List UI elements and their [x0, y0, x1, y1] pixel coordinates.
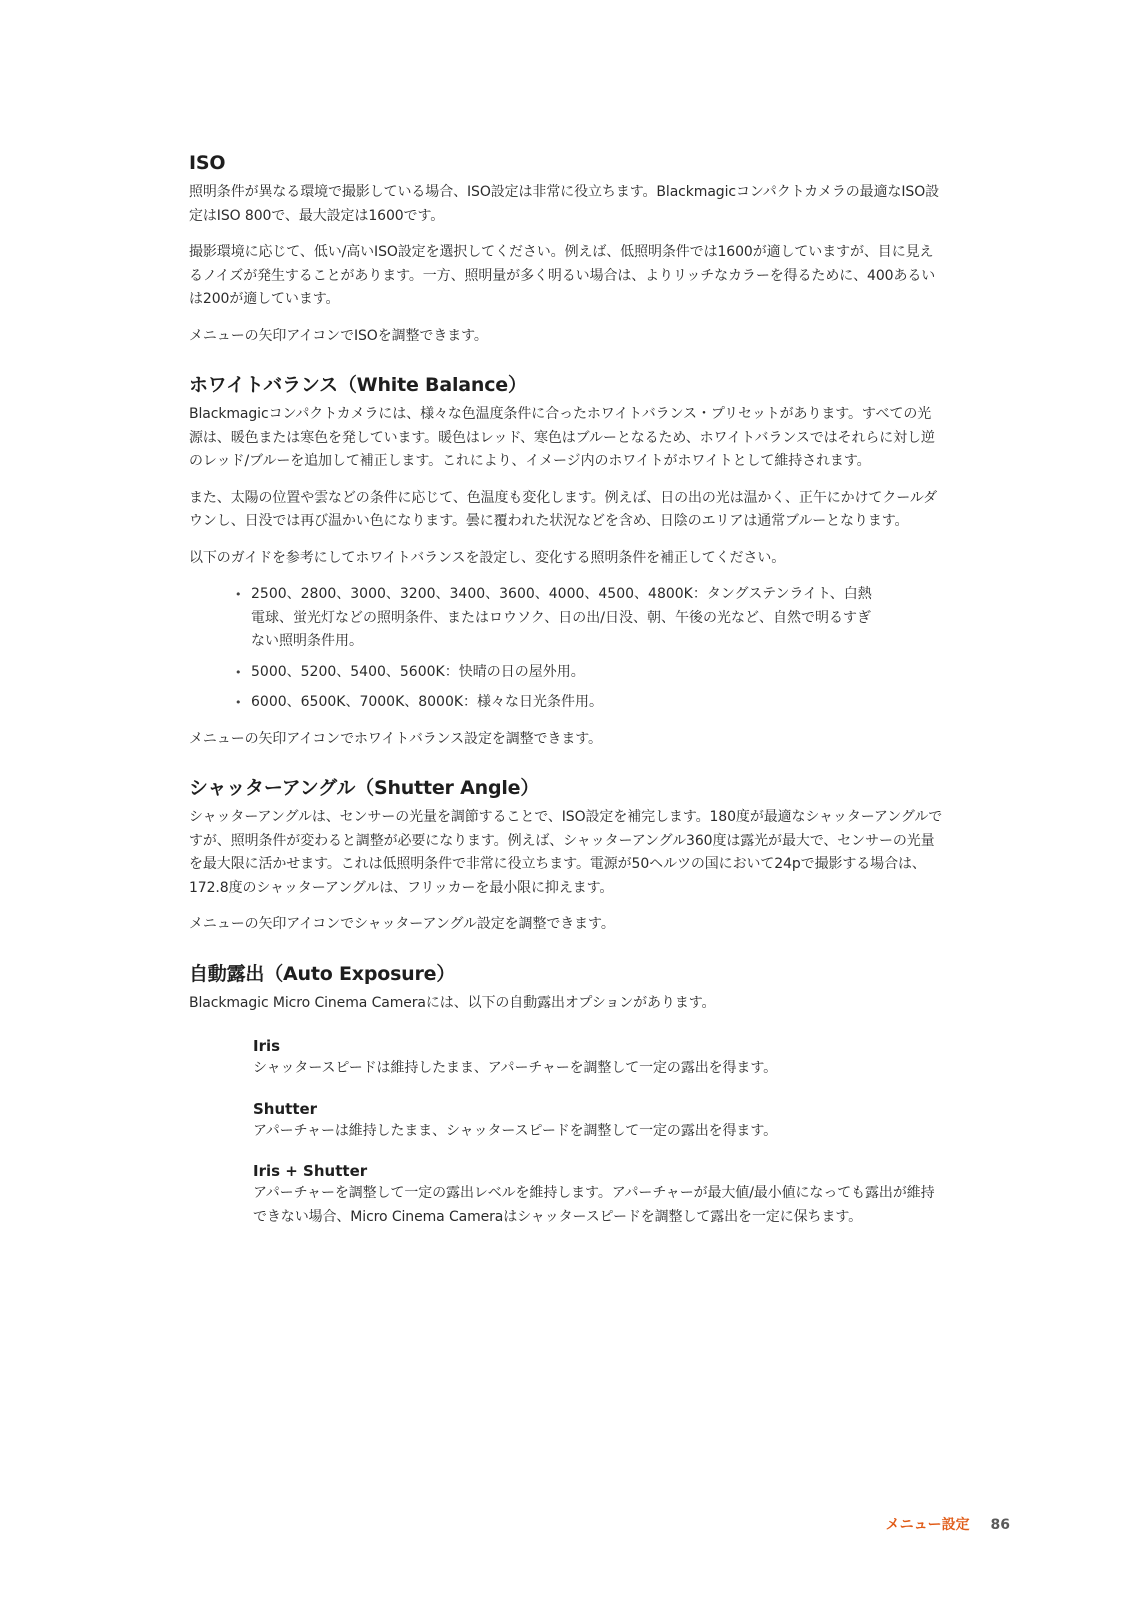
auto-exposure-option-shutter	[189, 1098, 944, 1144]
white-balance-preset-list	[189, 583, 944, 715]
iso-paragraph-3: メニューの矢印アイコンでISOを調整できます。	[189, 327, 488, 344]
white-balance-paragraph-2: また、太陽の位置や雲などの条件に応じて、色温度も変化します。例えば、日の出の光は温かく、正午にかけてクールダウンし、日没では再び温かい色になります。曇に覆われた状況などを含め、日陰のエリアは通常ブルーとなります。	[189, 489, 938, 529]
auto-exposure-option-iris	[189, 1035, 944, 1081]
iso-paragraph-2: 撮影環境に応じて、低い/高いISO設定を選択してください。例えば、低照明条件では1600が適していますが、目に見えるノイズが発生することがあります。一方、照明量が多く明るい場合は、よりリッチなカラーを得るために、400あるいは200が適しています。	[189, 244, 936, 307]
option-title: Shutter	[253, 1099, 318, 1118]
page-number: 86	[990, 1517, 1010, 1533]
white-balance-section	[189, 372, 944, 751]
option-description: シャッタースピードは維持したまま、アパーチャーを調整して一定の露出を得ます。	[253, 1060, 777, 1076]
footer-section-name: メニュー設定	[885, 1517, 970, 1533]
auto-exposure-heading: 自動露出（Auto Exposure）	[189, 962, 456, 985]
white-balance-paragraph-1: Blackmagicコンパクトカメラには、様々な色温度条件に合ったホワイトバランス・プリセットがあります。すべての光源は、暖色または寒色を発しています。暖色はレッド、寒色はブルーとなるため、ホワイトバランスではそれらに対し逆のレッド/ブルーを追加して補正します。これにより、イメージ内のホワイトがホワイトとして維持されます。	[189, 406, 935, 469]
shutter-angle-paragraph-2: メニューの矢印アイコンでシャッターアングル設定を調整できます。	[189, 916, 615, 932]
auto-exposure-option-iris-shutter	[189, 1160, 944, 1229]
iso-heading: ISO	[189, 152, 226, 174]
shutter-angle-heading: シャッターアングル（Shutter Angle）	[189, 777, 540, 799]
manual-page-content	[189, 150, 944, 1253]
option-title: Iris	[253, 1037, 281, 1055]
white-balance-paragraph-4: メニューの矢印アイコンでホワイトバランス設定を調整できます。	[189, 730, 602, 747]
auto-exposure-section	[189, 961, 944, 1230]
auto-exposure-intro: Blackmagic Micro Cinema Cameraには、以下の自動露出オプションがあります。	[189, 994, 716, 1011]
option-description: アパーチャーを調整して一定の露出レベルを維持します。アパーチャーが最大値/最小値になっても露出が維持できない場合、Micro Cinema Cameraはシャッタースピードを調整して露出を一定に保ちます。	[253, 1185, 935, 1225]
white-balance-heading: ホワイトバランス（White Balance）	[189, 374, 527, 396]
iso-paragraph-1: 照明条件が異なる環境で撮影している場合、ISO設定は非常に役立ちます。Blackmagicコンパクトカメラの最適なISO設定はISO 800で、最大設定は1600です。	[189, 184, 940, 224]
option-title: Iris + Shutter	[253, 1162, 368, 1180]
iso-section	[189, 150, 944, 348]
page-footer	[0, 1514, 1010, 1534]
white-balance-paragraph-3: 以下のガイドを参考にしてホワイトバランスを設定し、変化する照明条件を補正してください。	[189, 549, 786, 566]
option-description: アパーチャーは維持したまま、シャッタースピードを調整して一定の露出を得ます。	[253, 1122, 777, 1139]
list-item: • 6000、6500K、7000K、8000K：様々な日光条件用。	[251, 691, 884, 715]
list-item: • 2500、2800、3000、3200、3400、3600、4000、4500、4800K：タングステンライト、白熱電球、蛍光灯などの照明条件、またはロウソク、日の出/日没、朝、午後の光など、自然で明るすぎない照明条件用。	[251, 583, 884, 654]
shutter-angle-paragraph-1: シャッターアングルは、センサーの光量を調節することで、ISO設定を補完します。180度が最適なシャッターアングルですが、照明条件が変わると調整が必要になります。例えば、シャッターアングル360度は露光が最大で、センサーの光量を最大限に活かせます。これは低照明条件で非常に役立ちます。電源が50ヘルツの国において24pで撮影する場合は、172.8度のシャッターアングルは、フリッカーを最小限に抑えます。	[189, 809, 943, 896]
shutter-angle-section	[189, 775, 944, 937]
list-item: • 5000、5200、5400、5600K：快晴の日の屋外用。	[251, 661, 884, 685]
